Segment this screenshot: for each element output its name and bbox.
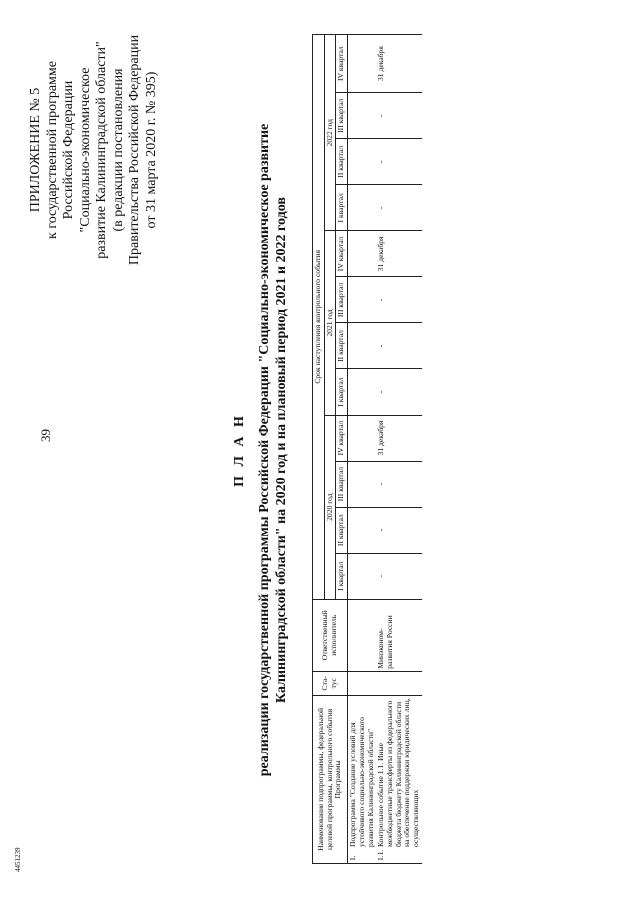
table-row — [376, 35, 422, 864]
header-quarter: II квартал — [336, 323, 348, 369]
header-quarter: IV квартал — [336, 35, 348, 93]
row-number: 1.1. — [376, 849, 386, 861]
header-quarter: III квартал — [336, 277, 348, 323]
deadline-cell — [348, 35, 377, 93]
deadline-cell — [348, 553, 377, 599]
deadline-cell: - — [376, 369, 422, 415]
row-responsible: Минэконом-развития России — [376, 599, 422, 671]
row-number: 1. — [348, 855, 358, 861]
header-status: Ста-тус — [313, 671, 348, 695]
header-quarter: I квартал — [336, 185, 348, 231]
header-quarter: III квартал — [336, 93, 348, 139]
rotated-landscape-sheet — [10, 10, 625, 890]
row-name-cell — [348, 695, 377, 863]
deadline-cell — [348, 369, 377, 415]
plan-heading: П Л А Н — [232, 413, 247, 487]
deadline-cell — [348, 323, 377, 369]
header-quarter: II квартал — [336, 507, 348, 553]
row-status — [376, 671, 422, 695]
header-quarter: IV квартал — [336, 415, 348, 461]
plan-title-line: Калининградской области" на 2020 год и на плановый период 2021 и 2022 годов — [273, 197, 289, 703]
deadline-cell — [348, 185, 377, 231]
deadline-cell: - — [376, 553, 422, 599]
row-responsible — [348, 599, 377, 671]
table-row — [348, 35, 377, 864]
header-quarter: I квартал — [336, 553, 348, 599]
header-quarter: I квартал — [336, 369, 348, 415]
deadline-cell: 31 декабря — [376, 35, 422, 93]
plan-title — [232, 10, 290, 890]
header-responsible: Ответственный исполнитель — [313, 599, 348, 671]
header-deadline-group: Срок наступления контрольного события — [313, 35, 325, 600]
appendix-block — [28, 15, 160, 285]
plan-title-line: реализации государственной программы Российской Федерации "Социально-экономическое развитие — [256, 123, 272, 777]
deadline-cell — [348, 277, 377, 323]
deadline-cell — [348, 461, 377, 507]
deadline-cell: - — [376, 93, 422, 139]
row-name: Контрольное событие 1.1. Иные межбюджетные трансферты из федерального бюджета бюджету Калининградской области на обеспечение поддержки юридических лиц, осуществляющих — [376, 698, 421, 847]
header-year-2022: 2022 год — [324, 35, 336, 231]
deadline-cell — [348, 139, 377, 185]
header-quarter: IV квартал — [336, 231, 348, 277]
header-quarter: III квартал — [336, 461, 348, 507]
row-status — [348, 671, 377, 695]
deadline-cell: - — [376, 507, 422, 553]
appendix-line: (в редакции постановления — [110, 68, 126, 232]
page-number: 39 — [38, 429, 53, 442]
appendix-line: ПРИЛОЖЕНИЕ № 5 — [28, 87, 43, 213]
appendix-line: "Социально-экономическое — [77, 67, 93, 233]
appendix-line: Российской Федерации — [61, 80, 77, 220]
header-name: Наименование подпрограммы, федеральной целевой программы, контрольного события Программы — [313, 695, 348, 863]
document-id: 4451239 — [14, 847, 22, 872]
row-name-cell — [376, 695, 422, 863]
appendix-line: к государственной программе — [44, 61, 60, 239]
row-name: Подпрограмма "Создание условий для устойчивого социально-экономического развития Калининградской области" — [348, 717, 375, 847]
header-year-2020: 2020 год — [324, 415, 336, 599]
deadline-cell: 31 декабря — [376, 231, 422, 277]
header-year-2021: 2021 год — [324, 231, 336, 415]
deadline-cell: 31 декабря — [376, 415, 422, 461]
deadline-cell — [348, 231, 377, 277]
deadline-cell: - — [376, 185, 422, 231]
deadline-cell — [348, 93, 377, 139]
deadline-cell — [348, 507, 377, 553]
header-quarter: II квартал — [336, 139, 348, 185]
deadline-cell: - — [376, 323, 422, 369]
plan-table — [312, 34, 422, 864]
deadline-cell: - — [376, 139, 422, 185]
appendix-line: от 31 марта 2020 г. № 395) — [143, 71, 159, 229]
deadline-cell: - — [376, 277, 422, 323]
appendix-line: Правительства Российской Федерации — [127, 34, 143, 266]
deadline-cell: - — [376, 461, 422, 507]
appendix-line: развитие Калининградской области" — [94, 41, 110, 259]
deadline-cell — [348, 415, 377, 461]
